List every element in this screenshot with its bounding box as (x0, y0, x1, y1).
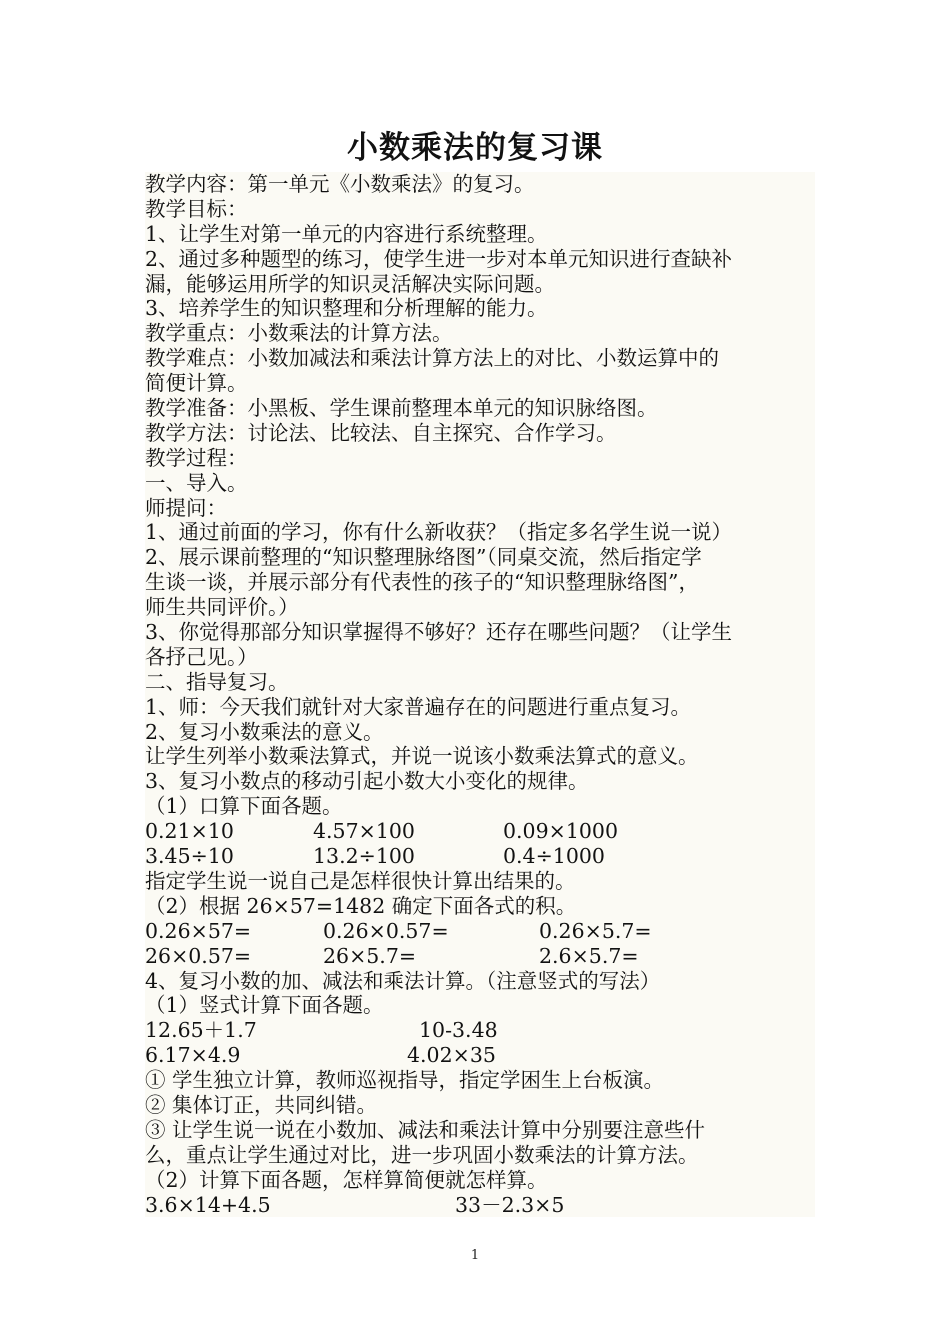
oral-calc-item: 13.2÷100 (313, 844, 415, 869)
text-line: ② 集体订正，共同纠错。 (145, 1092, 378, 1117)
text-line: 么，重点让学生通过对比，进一步巩固小数乘法的计算方法。 (145, 1142, 699, 1167)
text-line: 一、导入。 (145, 470, 248, 495)
oral-calc-row-2 (145, 844, 815, 869)
vertical-calc-row-1 (145, 1018, 815, 1043)
document-body (145, 172, 815, 1217)
product-item: 0.26×0.57= (323, 918, 449, 943)
text-line: （1）口算下面各题。 (145, 794, 343, 819)
text-line: 3、你觉得那部分知识掌握得不够好？还存在哪些问题？（让学生 (145, 620, 733, 645)
paragraph-block-intro (145, 172, 815, 819)
product-item: 26×0.57= (145, 943, 252, 968)
text-line: 师提问： (145, 495, 227, 520)
text-line: 1、让学生对第一单元的内容进行系统整理。 (145, 221, 548, 246)
text-line: 教学方法：讨论法、比较法、自主探究、合作学习。 (145, 420, 617, 445)
text-line: 师生共同评价。） (145, 595, 299, 620)
page-number: 1 (470, 1248, 480, 1263)
text-line: 2、复习小数乘法的意义。 (145, 719, 384, 744)
text-line: 教学目标： (145, 196, 248, 221)
text-line: （2）计算下面各题，怎样算简便就怎样算。 (145, 1167, 548, 1192)
oral-calc-item: 0.21×10 (145, 819, 234, 844)
text-line: 让学生列举小数乘法算式，并说一说该小数乘法算式的意义。 (145, 744, 699, 769)
text-line: ① 学生独立计算，教师巡视指导，指定学困生上台板演。 (145, 1068, 665, 1093)
oral-calc-item: 0.09×1000 (503, 819, 618, 844)
oral-calc-item: 0.4÷1000 (503, 844, 605, 869)
text-line: 漏，能够运用所学的知识灵活解决实际问题。 (145, 271, 555, 296)
text-line: 生谈一谈，并展示部分有代表性的孩子的“知识整理脉络图”， (145, 570, 699, 595)
paragraph-block-products (145, 869, 815, 919)
text-line: 1、师：今天我们就针对大家普遍存在的问题进行重点复习。 (145, 694, 692, 719)
vertical-calc-item: 4.02×35 (407, 1043, 496, 1068)
product-item: 26×5.7= (323, 943, 417, 968)
text-line: 各抒己见。） (145, 644, 258, 669)
text-line: 3、培养学生的知识整理和分析理解的能力。 (145, 296, 548, 321)
document-title: 小数乘法的复习课 (347, 130, 603, 166)
paragraph-block-steps (145, 1068, 815, 1192)
text-line: 3、复习小数点的移动引起小数大小变化的规律。 (145, 769, 589, 794)
simplify-row (145, 1193, 815, 1218)
text-line: 教学难点：小数加减法和乘法计算方法上的对比、小数运算中的 (145, 346, 719, 371)
oral-calc-item: 3.45÷10 (145, 844, 234, 869)
text-line: 教学过程： (145, 445, 248, 470)
text-line: 教学内容：第一单元《小数乘法》的复习。 (145, 172, 535, 196)
text-line: 2、通过多种题型的练习，使学生进一步对本单元知识进行查缺补 (145, 246, 733, 271)
text-line: 指定学生说一说自己是怎样很快计算出结果的。 (145, 868, 576, 893)
paragraph-block-vertical (145, 969, 815, 1019)
text-line: （1）竖式计算下面各题。 (145, 993, 384, 1018)
text-line: 1、通过前面的学习，你有什么新收获？（指定多名学生说一说） (145, 520, 733, 545)
text-line: ③ 让学生说一说在小数加、减法和乘法计算中分别要注意些什 (145, 1117, 706, 1142)
text-line: 简便计算。 (145, 371, 248, 396)
product-item: 0.26×5.7= (539, 918, 652, 943)
text-line: 教学准备：小黑板、学生课前整理本单元的知识脉络图。 (145, 396, 658, 421)
product-row-2 (145, 944, 815, 969)
text-line: （2）根据 26×57=1482 确定下面各式的积。 (145, 893, 577, 918)
simplify-item: 33－2.3×5 (455, 1192, 565, 1217)
product-row-1 (145, 919, 815, 944)
product-item: 2.6×5.7= (539, 943, 639, 968)
text-line: 2、展示课前整理的“知识整理脉络图”（同桌交流，然后指定学 (145, 545, 702, 570)
text-line: 4、复习小数的加、减法和乘法计算。（注意竖式的写法） (145, 968, 661, 993)
text-line: 教学重点：小数乘法的计算方法。 (145, 321, 453, 346)
oral-calc-row-1 (145, 819, 815, 844)
text-line: 二、指导复习。 (145, 669, 289, 694)
product-item: 0.26×57= (145, 918, 252, 943)
simplify-item: 3.6×14+4.5 (145, 1192, 271, 1217)
vertical-calc-row-2 (145, 1043, 815, 1068)
oral-calc-item: 4.57×100 (313, 819, 415, 844)
vertical-calc-item: 6.17×4.9 (145, 1043, 241, 1068)
vertical-calc-item: 10-3.48 (419, 1018, 498, 1043)
vertical-calc-item: 12.65＋1.7 (145, 1018, 257, 1043)
